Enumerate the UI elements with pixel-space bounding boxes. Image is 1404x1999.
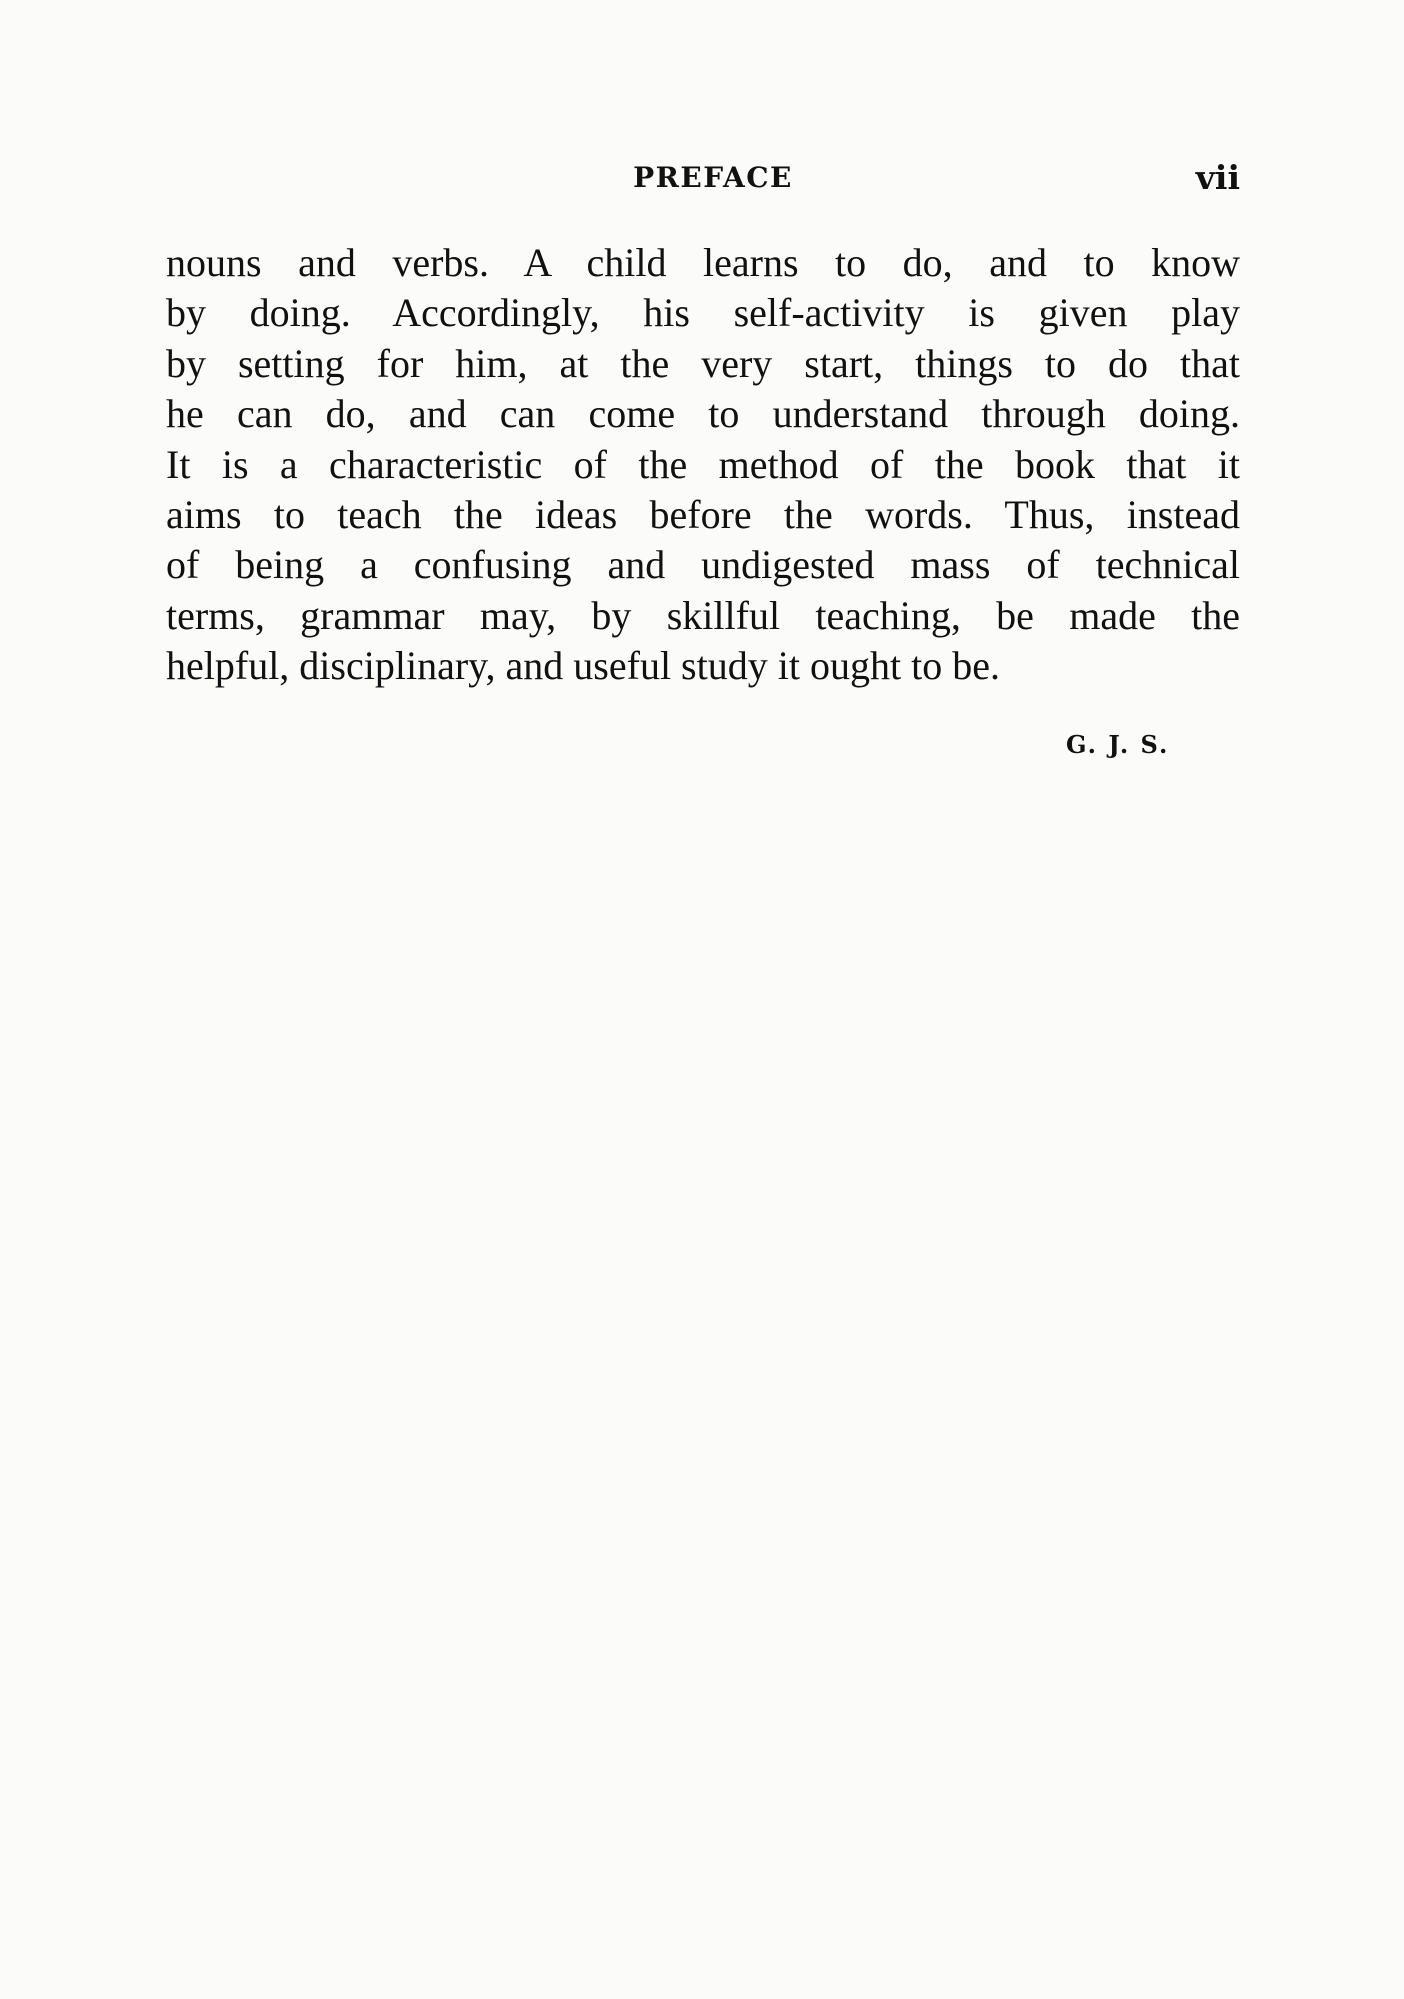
text-line: he can do, and can come to understand through doing. <box>166 391 1240 437</box>
text-line: helpful, disciplinary, and useful study it ought to be. <box>166 643 1000 689</box>
text-line: It is a characteristic of the method of the book that it <box>166 441 1240 487</box>
page-number: vii <box>1195 158 1240 197</box>
text-line: of being a confusing and undigested mass of technical <box>166 542 1240 588</box>
author-initials: G. J. S. <box>1066 730 1170 759</box>
page-title: PREFACE <box>633 161 793 194</box>
text-line: aims to teach the ideas before the words. Thus, instead <box>166 491 1240 537</box>
text-line: by setting for him, at the very start, things to do that <box>166 340 1240 386</box>
preface-paragraph <box>166 238 1240 692</box>
text-line: by doing. Accordingly, his self-activity is given play <box>166 290 1240 336</box>
text-line: nouns and verbs. A child learns to do, and to know <box>166 240 1240 285</box>
text-line: terms, grammar may, by skillful teaching, be made the <box>166 592 1240 638</box>
running-head <box>166 154 1240 202</box>
